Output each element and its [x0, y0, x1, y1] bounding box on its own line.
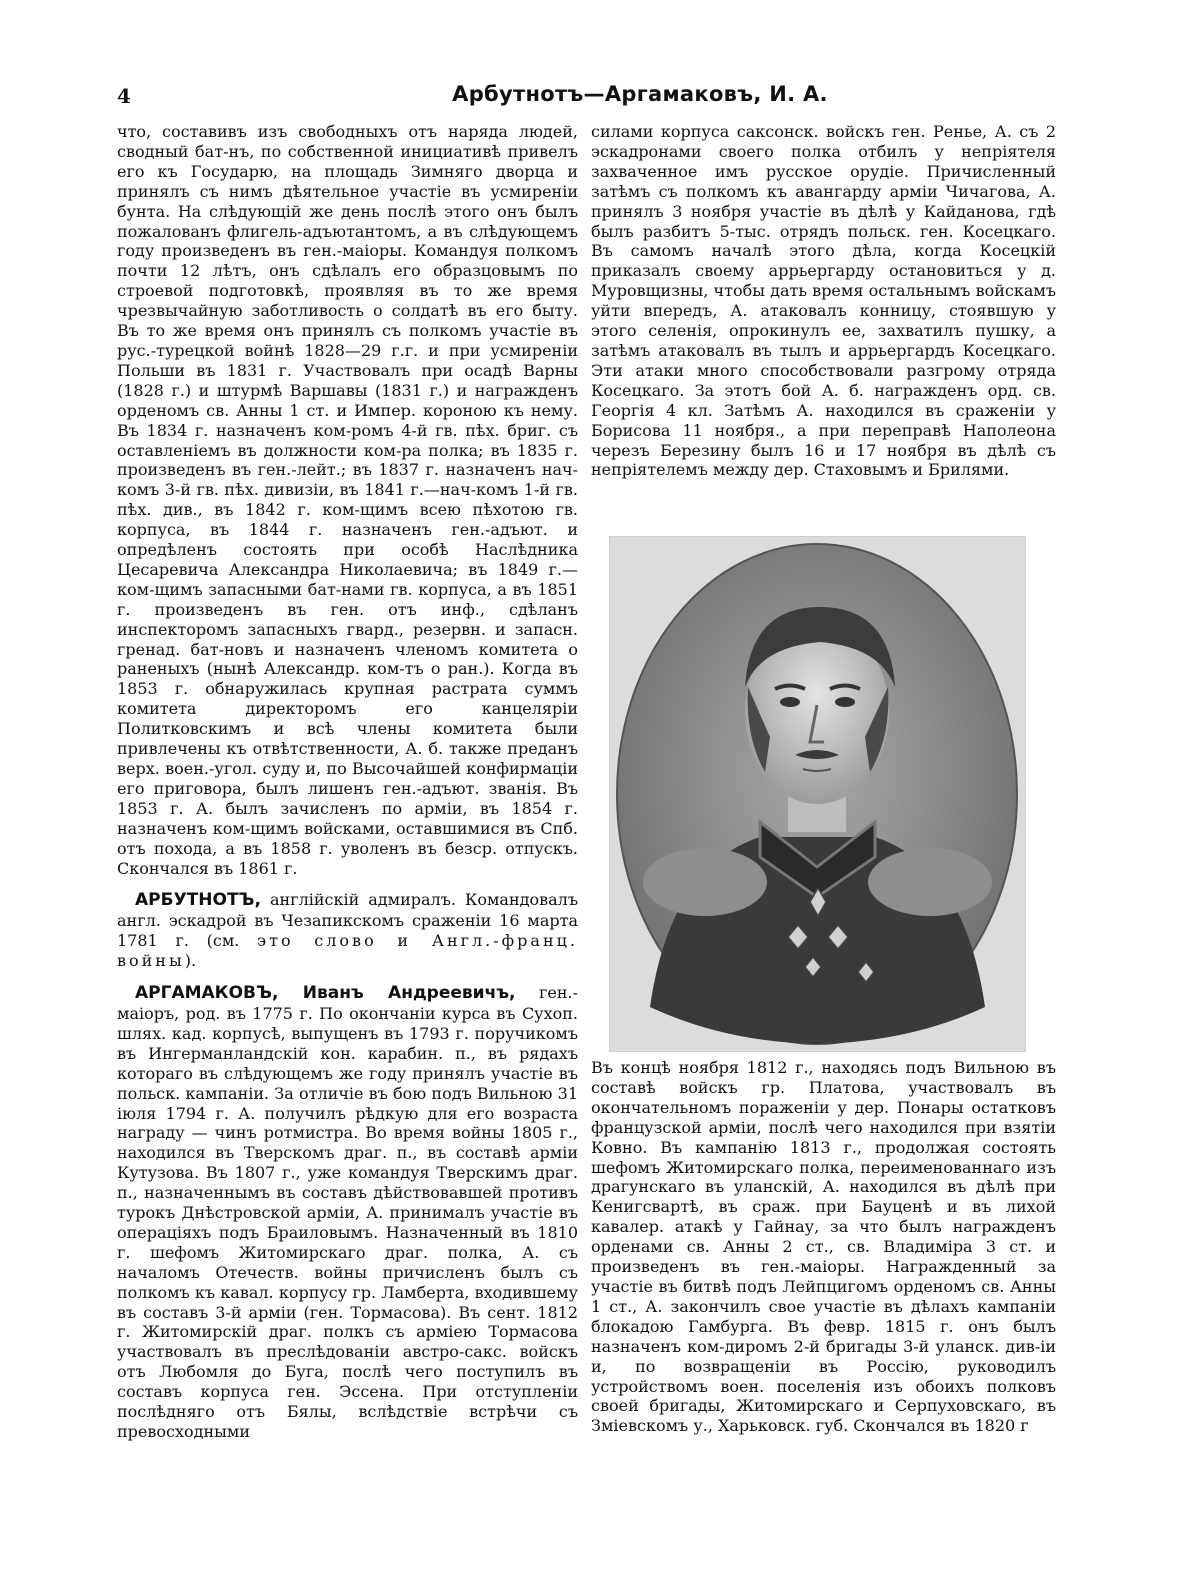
running-head: Арбутнотъ—Аргамаковъ, И. А. [452, 82, 828, 106]
right-lower-paragraph: Въ концѣ ноября 1812 г., находясь подъ Вильною въ составѣ войскъ гр. Платова, участвовалъ въ окончательномъ пораженіи у дер. Понары остатковъ французской арміи, послѣ чего находился при взятіи Ковно. Въ кампанію 1813 г., продолжая состоять шефомъ Житомирскаго полка, переименованнаго изъ драгунскаго въ уланскій, А. находился въ дѣлѣ при Кенигсвартѣ, въ сраж. при Бауценѣ и въ лихой кавалер. атакѣ у Гайнау, за что былъ награжденъ орденами св. Анны 2 ст., св. Владиміра 3 ст. и произведенъ въ ген.-маіоры. Награжденный за участіе въ битвѣ подъ Лейпцигомъ орденомъ св. Анны 1 ст., А. закончилъ свое участіе въ дѣлахъ кампаніи блокадою Гамбурга. Въ февр. 1815 г. онъ былъ назначенъ ком-диромъ 2-й бригады 3-й уланск. див-іи и, по возвращеніи въ Россію, руководилъ устройствомъ воен. поселенія изъ обоихъ полковъ своей бригады, Житомирскаго и Серпуховскаго, въ Зміевскомъ у., Харьковск. губ. Скончался въ 1820 г [591, 1058, 1056, 1436]
right-column-upper [591, 122, 1056, 480]
continuation-paragraph: что, составивъ изъ свободныхъ отъ наряда людей, сводный бат-нъ, по собственной инициативѣ привелъ его къ Государю, на площадь Зимняго дворца и принялъ съ нимъ дѣятельное участіе въ усмиреніи бунта. На слѣдующій же день послѣ этого онъ былъ пожалованъ флигель-адъютантомъ, а въ слѣдующемъ году произведенъ въ ген.-маіоры. Командуя полкомъ почти 12 лѣтъ, онъ сдѣлалъ его образцовымъ по строевой подготовкѣ, проявляя въ то же время чрезвычайную заботливость о солдатѣ въ его быту. Въ то же время онъ принялъ съ полкомъ участіе въ рус.-турецкой войнѣ 1828—29 г.г. и при усмиреніи Польши въ 1831 г. Участвовалъ при осадѣ Варны (1828 г.) и штурмѣ Варшавы (1831 г.) и награжденъ орденомъ св. Анны 1 ст. и Импер. короною къ нему. Въ 1834 г. назначенъ ком-ромъ 4-й гв. пѣх. бриг. съ оставленіемъ въ должности ком-ра полка; въ 1835 г. произведенъ въ ген.-лейт.; въ 1837 г. назначенъ нач-комъ 3-й гв. пѣх. дивизіи, въ 1841 г.—нач-комъ 1-й гв. пѣх. див., въ 1842 г. ком-щимъ всею пѣхотою гв. корпуса, въ 1844 г. назначенъ ген.-адъют. и опредѣленъ состоять при особѣ Наслѣдника Цесаревича Александра Николаевича; въ 1849 г.—ком-щимъ запасными бат-нами гв. корпуса, а въ 1851 г. произведенъ въ ген. отъ инф., сдѣланъ инспекторомъ запасныхъ гвард., резервн. и запасн. гренад. бат-новъ и назначенъ членомъ комитета о раненыхъ (нынѣ Александр. ком-тъ о ран.). Когда въ 1853 г. обнаружилась крупная растрата суммъ комитета директоромъ его канцеляріи Политковскимъ и всѣ члены комитета были привлечены къ отвѣтственности, А. б. также преданъ верх. воен.-угол. суду и, по Высочайшей конфирмаціи его приговора, былъ лишенъ ген.-адъют. званія. Въ 1853 г. А. былъ зачисленъ по арміи, въ 1854 г. назначенъ ком-щимъ войсками, оставшимися въ Спб. отъ похода, а въ 1858 г. уволенъ въ безср. отпускъ. Скончался въ 1861 г. [117, 122, 578, 878]
right-column-lower [591, 1058, 1056, 1436]
cross-reference: это слово и Англ.-франц. войны [117, 931, 578, 971]
right-upper-paragraph: силами корпуса саксонск. войскъ ген. Ренье, А. съ 2 эскадронами своего полка отбилъ у непріятеля захваченное имъ русское орудіе. Причисленный затѣмъ съ полкомъ къ авангарду арміи Чичагова, А. принялъ 3 ноября участіе въ дѣлѣ у Кайданова, гдѣ былъ разбитъ 5-тыс. отрядъ польск. ген. Косецкаго. Въ самомъ началѣ этого дѣла, когда Косецкій приказалъ своему аррьергарду остановиться у д. Муровщизны, чтобы дать время остальнымъ войскамъ уйти впередъ, А. атаковалъ конницу, стоявшую у этого селенія, опрокинулъ ее, захватилъ пушку, а затѣмъ атаковалъ въ тылъ и аррьергардъ Косецкаго. Эти атаки много способствовали разгрому отряда Косецкаго. За этотъ бой А. б. награжденъ орд. св. Георгія 4 кл. Затѣмъ А. находился въ сраженіи у Борисова 11 ноября., а при переправѣ Наполеона черезъ Березину былъ 16 и 17 ноября въ дѣлѣ съ непріятелемъ между дер. Стаховымъ и Брилями. [591, 122, 1056, 480]
entry-arbuthnot-text: англійскій адмиралъ. Командовалъ англ. эскадрой въ Чезапикскомъ сраженіи 16 марта 1781 г. (см. [117, 890, 578, 951]
portrait-engraving-icon [609, 536, 1026, 1052]
headword-arbuthnot: АРБУТНОТЪ, [135, 890, 261, 911]
page-number: 4 [117, 84, 131, 108]
entry-argamakov [117, 983, 578, 1442]
entry-arbuthnot-tail: ). [184, 951, 197, 971]
headword-argamakov: АРГАМАКОВЪ, Иванъ Андреевичъ, [135, 983, 516, 1004]
entry-argamakov-text: ген.-маіоръ, род. въ 1775 г. По окончаніи курса въ Сухоп. шлях. кад. корпусѣ, выпущенъ въ 1793 г. поручикомъ въ Ингерманландскій кон. карабин. п., въ рядахъ котораго въ слѣдующемъ же году принялъ участіе въ польск. кампаніи. За отличіе въ бою подъ Вильною 31 іюля 1794 г. А. получилъ рѣдкую для его возраста награду — чинъ ротмистра. Во время войны 1805 г., находился въ Тверскомъ драг. п., въ составѣ арміи Кутузова. Въ 1807 г., уже командуя Тверскимъ драг. п., назначеннымъ въ составъ дѣйствовавшей противъ турокъ Днѣстровской арміи, А. принималъ участіе въ операціяхъ подъ Браиловымъ. Назначенный въ 1810 г. шефомъ Житомирскаго драг. полка, А. съ началомъ Отечеств. войны причисленъ былъ съ полкомъ къ кавал. корпусу гр. Ламберта, входившему въ составъ 3-й арміи (ген. Тормасова). Въ сент. 1812 г. Житомирскій драг. полкъ съ арміею Тормасова участвовалъ въ преслѣдованіи австро-сакс. войскъ отъ Любомля до Буга, послѣ чего поступилъ въ составъ корпуса ген. Эссена. При отступленіи послѣдняго отъ Бялы, вслѣдствіе встрѣчи съ превосходными [117, 983, 578, 1441]
left-column [117, 122, 578, 1442]
entry-arbuthnot [117, 890, 578, 971]
